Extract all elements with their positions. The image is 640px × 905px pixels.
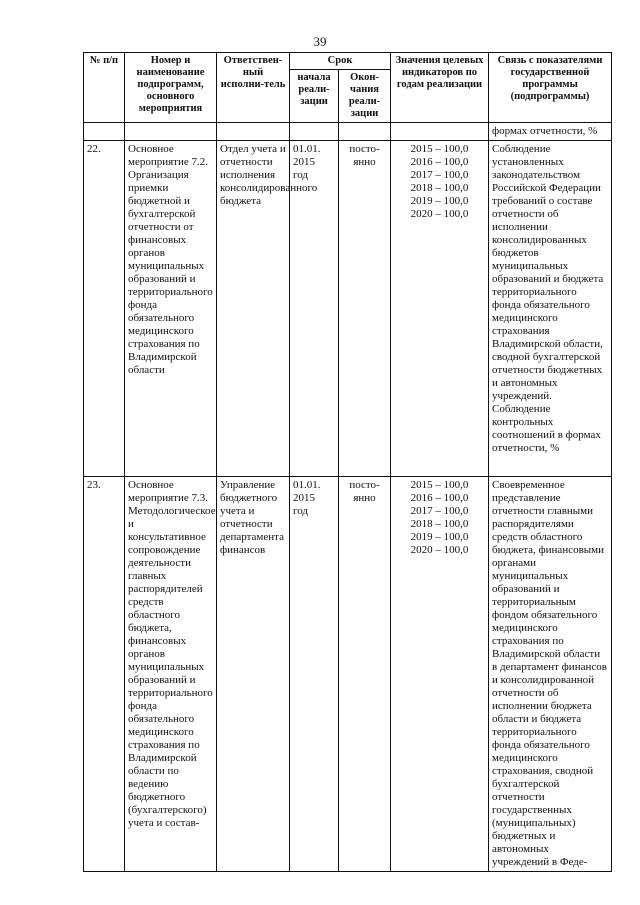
- value-item: 2019 – 100,0: [410, 531, 469, 543]
- page-number: 39: [313, 34, 327, 49]
- header-indicators: Значения целевых индикаторов по годам реализации: [391, 53, 489, 123]
- value-item: 2016 – 100,0: [410, 492, 469, 504]
- header-responsible: Ответствен-ный исполни-тель: [217, 53, 290, 123]
- value-item: 2015 – 100,0: [410, 479, 469, 491]
- header-term: Срок: [290, 53, 391, 70]
- row-name: Основное мероприятие 7.2. Организация приемки бюджетной и бухгалтерской отчетности от финансовых органов муниципальных образований и территориального фонда обязательного медицинского страхования по Владимирской области: [125, 141, 217, 477]
- row-end: посто- янно: [339, 477, 391, 872]
- header-term-end: Окон-чания реали-зации: [339, 70, 391, 123]
- row-values: [391, 141, 489, 477]
- value-item: 2018 – 100,0: [410, 182, 469, 194]
- row-num: 22.: [84, 141, 125, 477]
- row-link: Соблюдение установленных законодательством Российской Федерации требований о составе отчетности об исполнении консолидированных бюджетов муниципальных образований и бюджета территориального фонда обязательного медицинского страхования Владимирской области, сводной бухгалтерской отчетности бюджетных и автономных учреждений. Соблюдение контрольных соотношений в формах отчетности, %: [489, 141, 612, 477]
- header-term-start: начала реали-зации: [290, 70, 339, 123]
- value-item: 2016 – 100,0: [410, 156, 469, 168]
- row-responsible: Управление бюджетного учета и отчетности департамента финансов: [217, 477, 290, 872]
- row-responsible: Отдел учета и отчетности исполнения консолидированного бюджета: [217, 141, 290, 477]
- row-link: Своевременное представление отчетности главными распорядителями средств областного бюджета, финансовыми органами муниципальных образований и территориальным фондом обязательного медицинского страхования по Владимирской области в департамент финансов и консолидированной отчетности об исполнении бюджета области и бюджета территориального фонда обязательного медицинского страхования, сводной бухгалтерской отчетности государственных (муниципальных) бюджетных и автономных учреждений в Феде-: [489, 477, 612, 872]
- table-row: [84, 477, 612, 872]
- value-item: 2017 – 100,0: [410, 169, 469, 181]
- header-name: Номер и наименование подпрограмм, основного мероприятия: [125, 53, 217, 123]
- header-link: Связь с показателями государственной программы (подпрограммы): [489, 53, 612, 123]
- value-item: 2015 – 100,0: [410, 143, 469, 155]
- row-name: Основное мероприятие 7.3. Методологическое и консультативное сопровождение деятельности главных распорядителей средств областного бюджета, финансовых органов муниципальных образований и территориального фонда обязательного медицинского страхования по Владимирской области по ведению бюджетного (бухгалтерского) учета и состав-: [125, 477, 217, 872]
- row-start: 01.01. 2015 год: [290, 141, 339, 477]
- program-table: [83, 52, 612, 872]
- value-item: 2017 – 100,0: [410, 505, 469, 517]
- value-item: 2019 – 100,0: [410, 195, 469, 207]
- value-item: 2020 – 100,0: [410, 208, 469, 220]
- header-num: № п/п: [84, 53, 125, 123]
- table-row: [84, 141, 612, 477]
- continuation-row: [84, 123, 612, 141]
- row-num: 23.: [84, 477, 125, 872]
- header-row: [84, 53, 612, 70]
- continuation-text: формах отчетности, %: [489, 123, 612, 141]
- value-item: 2018 – 100,0: [410, 518, 469, 530]
- row-end: посто- янно: [339, 141, 391, 477]
- row-values: [391, 477, 489, 872]
- row-start: 01.01. 2015 год: [290, 477, 339, 872]
- value-item: 2020 – 100,0: [410, 544, 469, 556]
